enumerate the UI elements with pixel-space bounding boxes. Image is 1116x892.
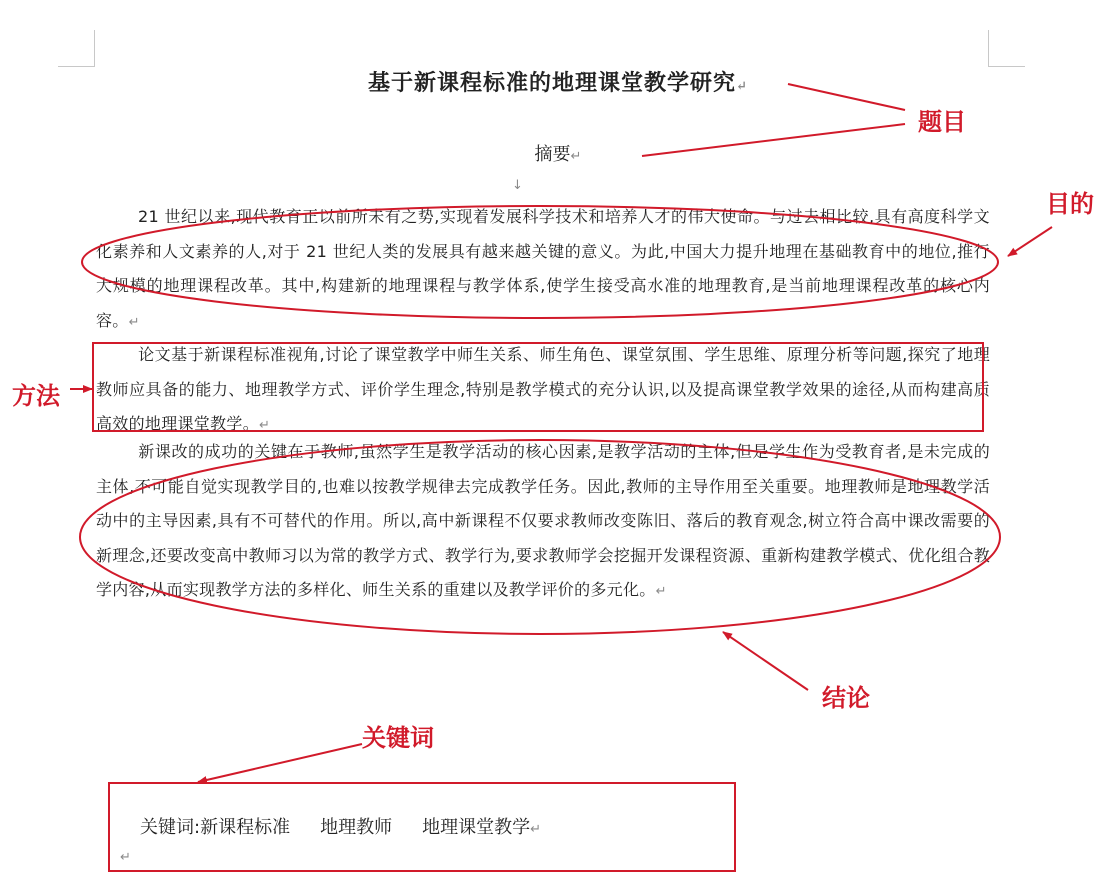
keyword-item: 地理教师	[320, 817, 393, 838]
document-title: 基于新课程标准的地理课堂教学研究↵	[368, 70, 748, 96]
paragraph-mark-icon: ↵	[128, 314, 140, 330]
paragraph-mark-icon: ↵	[530, 822, 541, 837]
cursor-mark-icon: ↓	[512, 178, 523, 193]
paragraph-mark-icon: ↵	[120, 850, 131, 865]
annotation-title-label: 题目	[918, 108, 966, 136]
conclusion-arrow	[723, 632, 808, 690]
keyword-item: 新课程标准	[200, 817, 291, 838]
abstract-paragraph-conclusion: 新课改的成功的关键在于教师,虽然学生是教学活动的核心因素,是教学活动的主体,但是学生作为受教育者,是未完成的主体,不可能自觉实现教学目的,也难以按教学规律去完成教学任务。因此,教师的主导作用至关重要。地理教师是地理教学活动中的主导因素,具有不可替代的作用。所以,高中新课程不仅要求教师改变陈旧、落后的教育观念,树立符合高中课改需要的新理念,还要改变高中教师习以为常的教学方式、教学行为,要求教师学会挖掘开发课程资源、重新构建教学模式、优化组合教学内容,从而实现教学方法的多样化、师生关系的重建以及教学评价的多元化。↵	[96, 442, 990, 599]
paragraph-mark-icon: ↵	[570, 149, 582, 164]
abstract-arrow	[642, 124, 905, 156]
title-arrow	[788, 84, 905, 110]
paragraph-mark-icon: ↵	[655, 584, 667, 599]
conclusion-highlight-ellipse	[80, 440, 1000, 634]
annotation-keywords-label: 关键词	[362, 724, 434, 752]
keywords-label: 关键词:	[140, 817, 201, 838]
paragraph-mark-icon: ↵	[259, 418, 271, 433]
paragraph-mark-icon: ↵	[736, 79, 748, 94]
annotation-method-label: 方法	[12, 382, 60, 410]
keyword-item: 地理课堂教学	[422, 817, 531, 838]
purpose-highlight-ellipse	[82, 206, 998, 318]
annotation-purpose-label: 目的	[1046, 190, 1094, 218]
annotation-conclusion-label: 结论	[822, 684, 870, 712]
abstract-paragraph-purpose: 21 世纪以来,现代教育正以前所未有之势,实现着发展科学技术和培养人才的伟大使命。与过去相比较,具有高度科学文化素养和人文素养的人,对于 21 世纪人类的发展具有越来越关键的意义。为此,中国大力提升地理在基础教育中的地位,推行大规模的地理课程改革。其中,构建新的地理课程与教学体系,使学生接受高水准的地理教育,是当前地理课程改革的核心内容。↵	[96, 207, 990, 330]
abstract-paragraph-method: 论文基于新课程标准视角,讨论了课堂教学中师生关系、师生角色、课堂氛围、学生思维、原理分析等问题,探究了地理教师应具备的能力、地理教学方式、评价学生理念,特别是教学模式的充分认识,以及提高课堂教学效果的途径,从而构建高质高效的地理课堂教学。↵	[96, 345, 990, 433]
purpose-arrow	[1008, 227, 1052, 256]
abstract-heading: 摘要↵	[534, 144, 582, 165]
keywords-arrow	[198, 744, 362, 782]
